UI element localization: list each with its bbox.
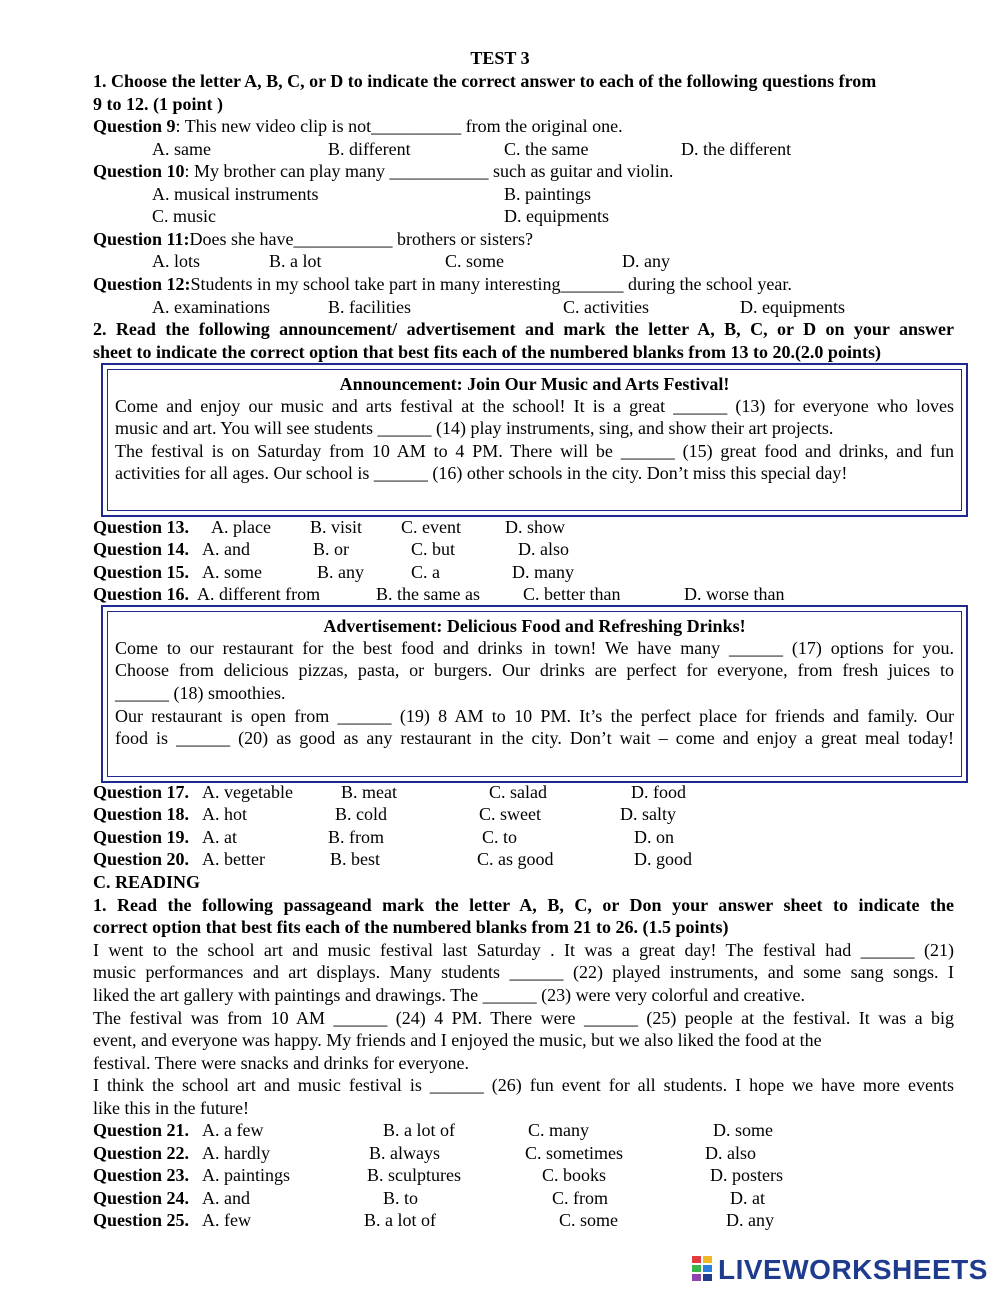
advertisement-line: Choose from delicious pizzas, pasta, or burgers. Our drinks are perfect for everyone, from fresh juices to (115, 660, 954, 680)
passage-line: I think the school art and music festival is ______ (26) fun event for all students. I hope we have more events (93, 1075, 954, 1095)
option-b[interactable]: B. visit (310, 517, 363, 537)
option-a[interactable]: A. lots (152, 251, 201, 271)
question-label: Question 22. (93, 1143, 190, 1163)
question-text: Students in my school take part in many interesting_______ during the school year. (190, 274, 792, 294)
option-c[interactable]: C. some (445, 251, 505, 271)
question-text: : This new video clip is not__________ from the original one. (175, 116, 623, 136)
option-d[interactable]: D. on (634, 827, 674, 847)
option-a[interactable]: A. different from (197, 584, 321, 604)
page-title: TEST 3 (470, 48, 530, 68)
option-d[interactable]: D. equipments (740, 297, 845, 317)
option-b[interactable]: B. or (313, 539, 349, 559)
option-b[interactable]: B. from (328, 827, 384, 847)
option-b[interactable]: B. to (383, 1188, 419, 1208)
option-c[interactable]: C. salad (489, 782, 547, 802)
option-c[interactable]: C. as good (477, 849, 554, 869)
option-c[interactable]: C. music (152, 206, 217, 226)
option-d[interactable]: D. posters (710, 1165, 783, 1185)
question-label: Question 13. (93, 517, 190, 537)
option-d[interactable]: D. any (726, 1210, 774, 1230)
passage-line: like this in the future! (93, 1098, 249, 1118)
option-d[interactable]: D. show (505, 517, 566, 537)
question-label: Question 12: (93, 274, 191, 294)
advertisement-line: food is ______ (20) as good as any restaurant in the city. Don’t wait – come and enjoy a great meal today! (115, 728, 954, 748)
section1-instruction-line1: 1. Choose the letter A, B, C, or D to indicate the correct answer to each of the following questions from (93, 71, 877, 91)
option-d[interactable]: D. good (634, 849, 692, 869)
option-b[interactable]: B. a lot (269, 251, 322, 271)
option-d[interactable]: D. equipments (504, 206, 609, 226)
reading-heading: C. READING (93, 872, 201, 892)
reading-instruction-line1: 1. Read the following passageand mark the letter A, B, C, or Don your answer sheet to indicate the (93, 895, 954, 915)
option-a[interactable]: A. musical instruments (152, 184, 319, 204)
option-b[interactable]: B. a lot of (383, 1120, 455, 1140)
option-b[interactable]: B. different (328, 139, 411, 159)
option-a[interactable]: A. and (202, 539, 250, 559)
question-label: Question 18. (93, 804, 190, 824)
section2-instruction-line1: 2. Read the following announcement/ advertisement and mark the letter A, B, C, or D on your answer (93, 319, 954, 339)
section2-instruction-line2: sheet to indicate the correct option that best fits each of the numbered blanks from 13 to 20.(2.0 points) (93, 342, 881, 362)
question-10 (93, 160, 673, 182)
option-a[interactable]: A. better (202, 849, 265, 869)
question-label: Question 15. (93, 562, 190, 582)
option-d[interactable]: D. also (705, 1143, 756, 1163)
passage-line: The festival was from 10 AM ______ (24) 4 PM. There were ______ (25) people at the festival. It was a big (93, 1008, 954, 1028)
announcement-line: music and art. You will see students ______ (14) play instruments, sing, and show their art projects. (115, 418, 834, 438)
option-c[interactable]: C. books (542, 1165, 607, 1185)
option-a[interactable]: A. hardly (202, 1143, 270, 1163)
advertisement-line: Come to our restaurant for the best food and drinks in town! We have many ______ (17) options for you. (115, 638, 954, 658)
option-b[interactable]: B. best (330, 849, 381, 869)
question-label: Question 11: (93, 229, 190, 249)
option-d[interactable]: D. some (713, 1120, 773, 1140)
question-text: : My brother can play many ___________ such as guitar and violin. (184, 161, 674, 181)
passage-line: festival. There were snacks and drinks for everyone. (93, 1053, 470, 1073)
option-b[interactable]: B. the same as (376, 584, 480, 604)
option-a[interactable]: A. a few (202, 1120, 264, 1140)
option-c[interactable]: C. event (401, 517, 461, 537)
option-a[interactable]: A. examinations (152, 297, 270, 317)
option-c[interactable]: C. sometimes (525, 1143, 623, 1163)
option-a[interactable]: A. few (202, 1210, 251, 1230)
option-c[interactable]: C. to (482, 827, 518, 847)
liveworksheets-logo-icon (692, 1256, 714, 1282)
question-label: Question 9 (93, 116, 176, 136)
question-label: Question 21. (93, 1120, 190, 1140)
question-label: Question 24. (93, 1188, 190, 1208)
option-d[interactable]: D. the different (681, 139, 792, 159)
question-label: Question 10 (93, 161, 185, 181)
option-b[interactable]: B. a lot of (364, 1210, 436, 1230)
question-label: Question 20. (93, 849, 190, 869)
option-c[interactable]: C. from (552, 1188, 608, 1208)
option-d[interactable]: D. at (730, 1188, 765, 1208)
advertisement-line: ______ (18) smoothies. (115, 683, 286, 703)
reading-instruction-line2: correct option that best fits each of the numbered blanks from 21 to 26. (1.5 points) (93, 917, 729, 937)
option-b[interactable]: B. always (369, 1143, 440, 1163)
option-a[interactable]: A. vegetable (202, 782, 293, 802)
option-c[interactable]: C. many (528, 1120, 589, 1140)
option-d[interactable]: D. also (518, 539, 569, 559)
section1-instruction-line2: 9 to 12. (1 point ) (93, 94, 223, 114)
option-d[interactable]: D. many (512, 562, 574, 582)
passage-line: liked the art gallery with paintings and drawings. The ______ (23) were very colorful and creative. (93, 985, 805, 1005)
option-a[interactable]: A. place (211, 517, 271, 537)
question-12 (93, 273, 792, 295)
question-label: Question 17. (93, 782, 190, 802)
option-c[interactable]: C. better than (523, 584, 621, 604)
question-label: Question 23. (93, 1165, 190, 1185)
option-a[interactable]: A. same (152, 139, 211, 159)
option-c[interactable]: C. a (411, 562, 440, 582)
question-text: Does she have___________ brothers or sisters? (189, 229, 533, 249)
question-11 (93, 228, 533, 250)
announcement-line: Come and enjoy our music and arts festival at the school! It is a great ______ (13) for everyone who loves (115, 396, 954, 416)
option-b[interactable]: B. paintings (504, 184, 592, 204)
option-d[interactable]: D. food (631, 782, 686, 802)
passage-line: I went to the school art and music festival last Saturday . It was a great day! The festival had ______ (21) (93, 940, 954, 960)
announcement-line: activities for all ages. Our school is ______ (16) other schools in the city. Don’t miss this special day! (115, 463, 848, 483)
announcement-line: The festival is on Saturday from 10 AM to 4 PM. There will be ______ (15) great food and drinks, and fun (115, 441, 954, 461)
question-9 (93, 115, 623, 137)
option-b[interactable]: B. meat (341, 782, 397, 802)
option-d[interactable]: D. salty (620, 804, 676, 824)
option-b[interactable]: B. facilities (328, 297, 411, 317)
passage-line: event, and everyone was happy. My friends and I enjoyed the music, but we also liked the food at the (93, 1030, 822, 1050)
question-label: Question 19. (93, 827, 190, 847)
option-c[interactable]: C. some (559, 1210, 619, 1230)
option-c[interactable]: C. sweet (479, 804, 541, 824)
option-d[interactable]: D. worse than (684, 584, 785, 604)
option-a[interactable]: A. some (202, 562, 262, 582)
announcement-title: Announcement: Join Our Music and Arts Festival! (339, 374, 730, 394)
advertisement-line: Our restaurant is open from ______ (19) 8 AM to 10 PM. It’s the perfect place for friends and family. Our (115, 706, 954, 726)
advertisement-title: Advertisement: Delicious Food and Refreshing Drinks! (323, 616, 746, 636)
option-b[interactable]: B. cold (335, 804, 387, 824)
option-c[interactable]: C. but (411, 539, 456, 559)
question-label: Question 16. (93, 584, 190, 604)
option-a[interactable]: A. paintings (202, 1165, 290, 1185)
option-a[interactable]: A. at (202, 827, 237, 847)
liveworksheets-logo-text[interactable]: LIVEWORKSHEETS (718, 1254, 988, 1285)
option-b[interactable]: B. any (317, 562, 364, 582)
option-b[interactable]: B. sculptures (367, 1165, 461, 1185)
question-label: Question 25. (93, 1210, 190, 1230)
question-label: Question 14. (93, 539, 190, 559)
option-a[interactable]: A. hot (202, 804, 247, 824)
passage-line: music performances and art displays. Many students ______ (22) played instruments, and some sang songs. I (93, 962, 954, 982)
option-d[interactable]: D. any (622, 251, 670, 271)
option-c[interactable]: C. the same (504, 139, 589, 159)
option-a[interactable]: A. and (202, 1188, 250, 1208)
option-c[interactable]: C. activities (563, 297, 649, 317)
